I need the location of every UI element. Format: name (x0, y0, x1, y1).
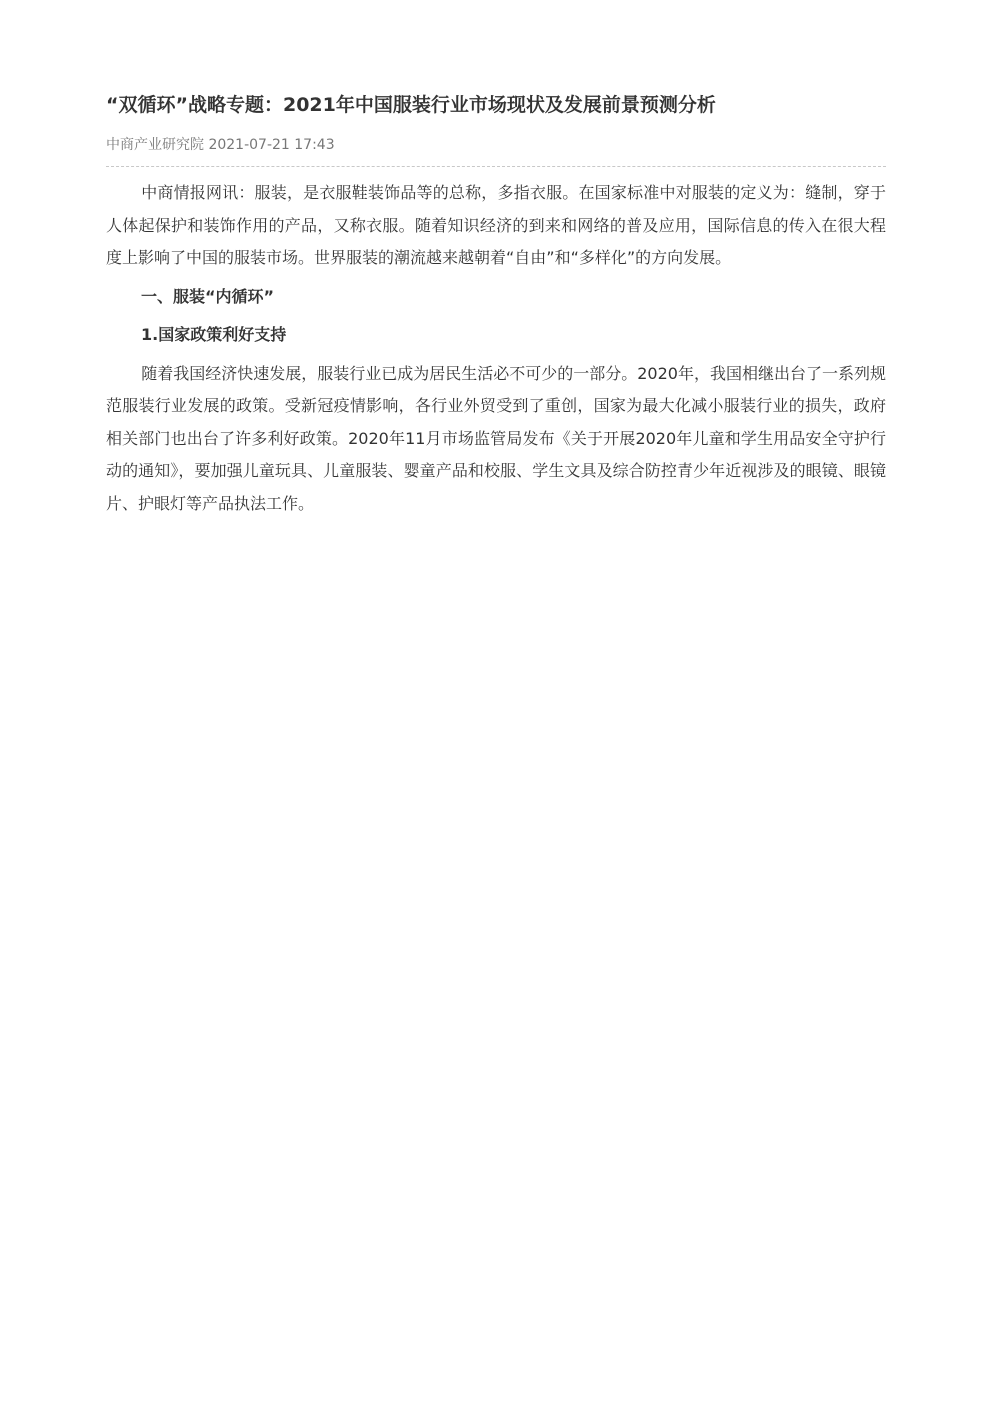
title-divider (106, 166, 886, 167)
subsection-heading: 1.国家政策利好支持 (141, 325, 287, 344)
article (106, 90, 886, 526)
body-paragraph: 随着我国经济快速发展，服装行业已成为居民生活必不可少的一部分。2020年，我国相继出台了一系列规范服装行业发展的政策。受新冠疫情影响，各行业外贸受到了重创，国家为最大化减小服装行业的损失，政府相关部门也出台了许多利好政策。2020年11月市场监管局发布《关于开展2020年儿童和学生用品安全守护行动的通知》，要加强儿童玩具、儿童服装、婴童产品和校服、学生文具及综合防控青少年近视涉及的眼镜、眼镜片、护眼灯等产品执法工作。 (106, 363, 886, 513)
intro-paragraph: 中商情报网讯：服装，是衣服鞋装饰品等的总称，多指衣服。在国家标准中对服装的定义为：缝制，穿于人体起保护和装饰作用的产品，又称衣服。随着知识经济的到来和网络的普及应用，国际信息的传入在很大程度上影响了中国的服装市场。世界服装的潮流越来越朝着“自由”和“多样化”的方向发展。 (106, 183, 886, 267)
article-source: 中商产业研究院 (106, 137, 204, 153)
article-meta (106, 134, 886, 156)
section-heading: 一、服装“内循环” (141, 286, 275, 306)
article-date: 2021-07-21 17:43 (208, 137, 335, 153)
article-title: “双循环”战略专题：2021年中国服装行业市场现状及发展前景预测分析 (106, 94, 716, 116)
article-body (106, 177, 886, 520)
